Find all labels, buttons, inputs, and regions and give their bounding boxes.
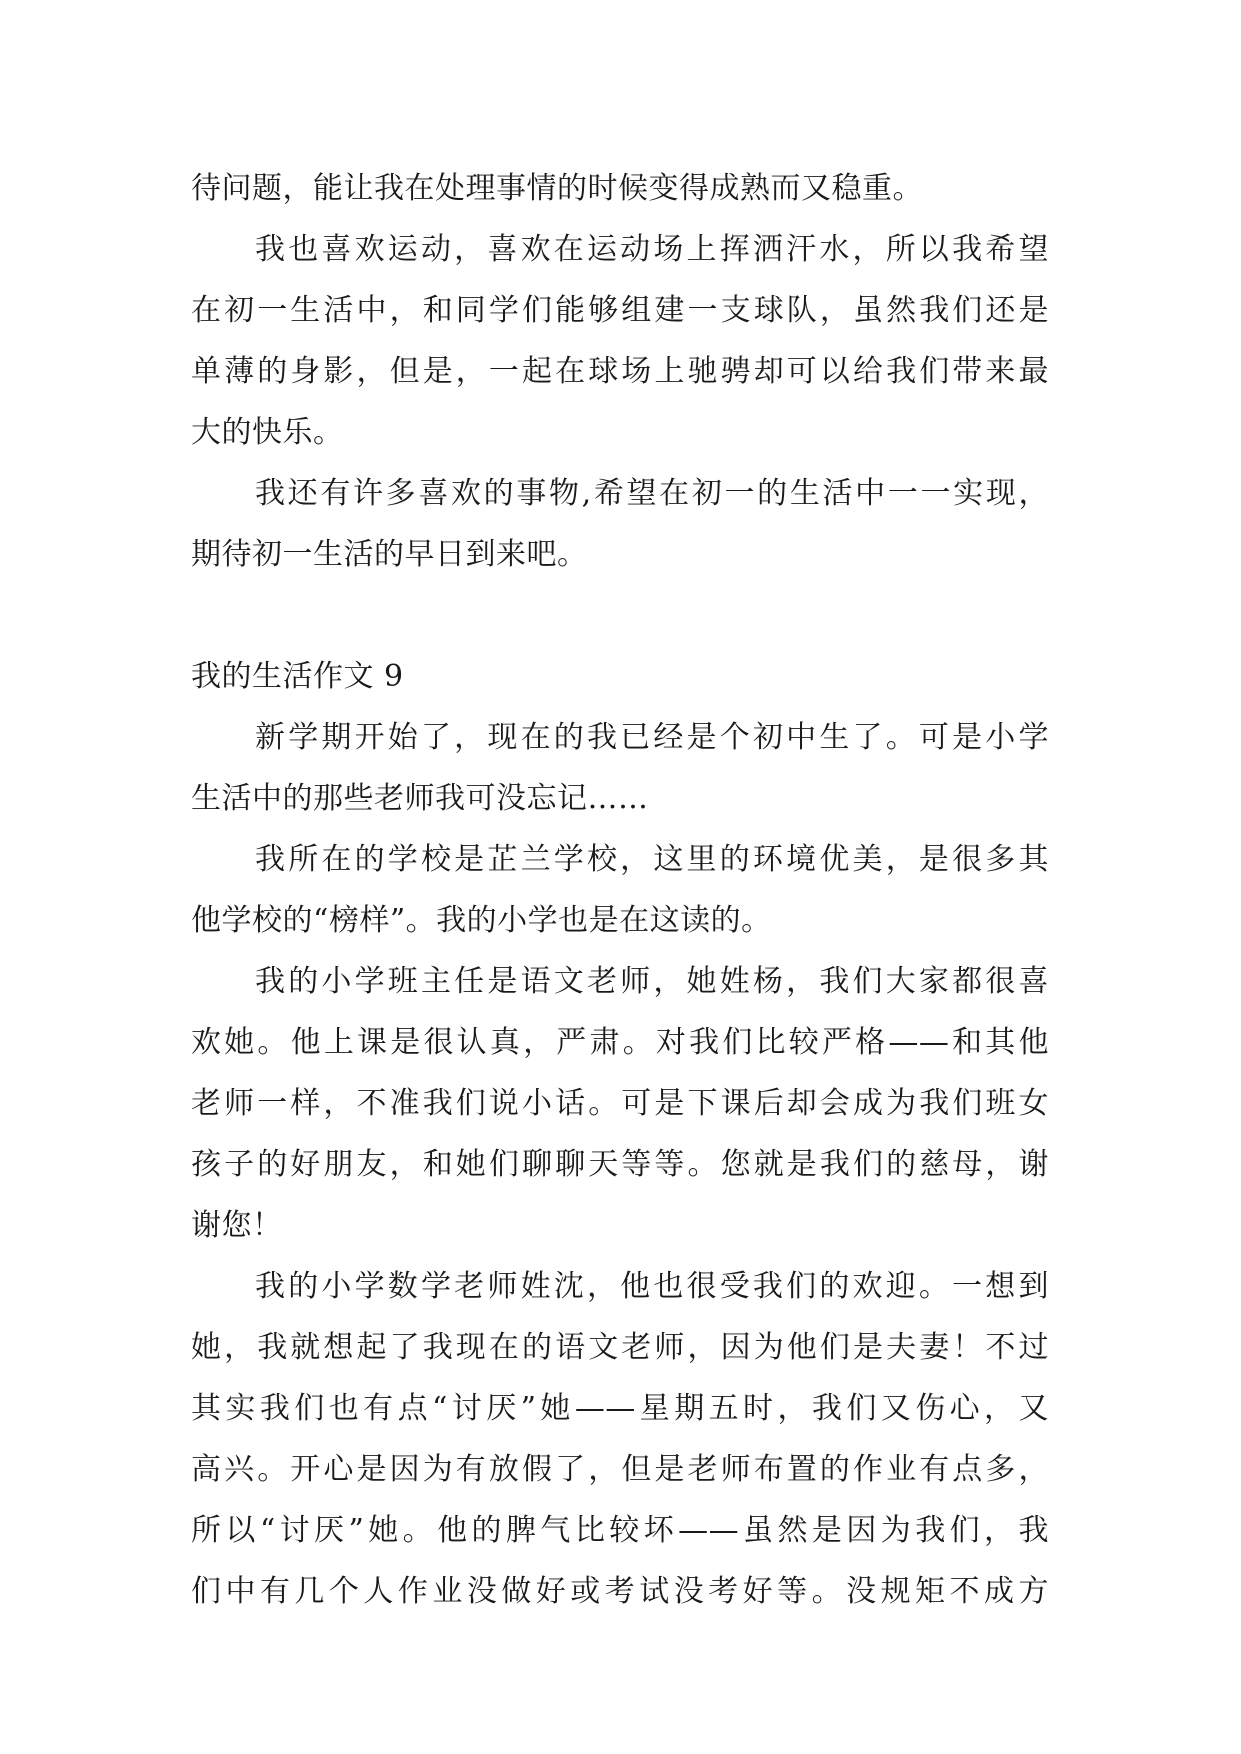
section-spacer (191, 585, 1049, 646)
paragraph (191, 158, 1049, 219)
text-line: 孩子的好朋友，和她们聊聊天等等。您就是我们的慈母，谢 (191, 1147, 1049, 1182)
text-line: 生活中的那些老师我可没忘记…… (191, 781, 649, 816)
text-line: 其实我们也有点“讨厌”她——星期五时，我们又伤心，又 (191, 1391, 1049, 1426)
text-line: 欢她。他上课是很认真，严肃。对我们比较严格——和其他 (191, 1025, 1049, 1060)
text-line: 单薄的身影，但是，一起在球场上驰骋却可以给我们带来最 (191, 354, 1049, 389)
text-line: 我所在的学校是芷兰学校，这里的环境优美，是很多其 (255, 842, 1049, 877)
text-line: 我的小学数学老师姓沈，他也很受我们的欢迎。一想到 (255, 1269, 1049, 1304)
text-line: 他学校的“榜样”。我的小学也是在这读的。 (191, 903, 772, 938)
paragraph (191, 219, 1049, 463)
text-line: 待问题，能让我在处理事情的时候变得成熟而又稳重。 (191, 171, 923, 206)
text-line: 们中有几个人作业没做好或考试没考好等。没规矩不成方 (191, 1574, 1049, 1609)
section-title: 我的生活作文 9 (191, 659, 404, 694)
text-line: 我还有许多喜欢的事物,希望在初一的生活中一一实现， (255, 476, 1049, 511)
paragraph (191, 951, 1049, 1256)
text-line: 老师一样，不准我们说小话。可是下课后却会成为我们班女 (191, 1086, 1049, 1121)
text-line: 她，我就想起了我现在的语文老师，因为他们是夫妻！不过 (191, 1330, 1049, 1365)
document-body (191, 158, 1049, 1622)
text-line: 我的小学班主任是语文老师，她姓杨，我们大家都很喜 (255, 964, 1049, 999)
text-line: 在初一生活中，和同学们能够组建一支球队，虽然我们还是 (191, 293, 1049, 328)
paragraph (191, 1256, 1049, 1622)
text-line: 大的快乐。 (191, 415, 344, 450)
text-line: 所以“讨厌”她。他的脾气比较坏——虽然是因为我们，我 (191, 1513, 1049, 1548)
text-line: 新学期开始了，现在的我已经是个初中生了。可是小学 (255, 720, 1049, 755)
text-line: 我也喜欢运动，喜欢在运动场上挥洒汗水，所以我希望 (255, 232, 1049, 267)
text-line: 高兴。开心是因为有放假了，但是老师布置的作业有点多， (191, 1452, 1049, 1487)
paragraph (191, 829, 1049, 951)
paragraph (191, 707, 1049, 829)
paragraph (191, 463, 1049, 585)
text-line: 谢您！ (191, 1208, 283, 1243)
text-line: 期待初一生活的早日到来吧。 (191, 537, 588, 572)
